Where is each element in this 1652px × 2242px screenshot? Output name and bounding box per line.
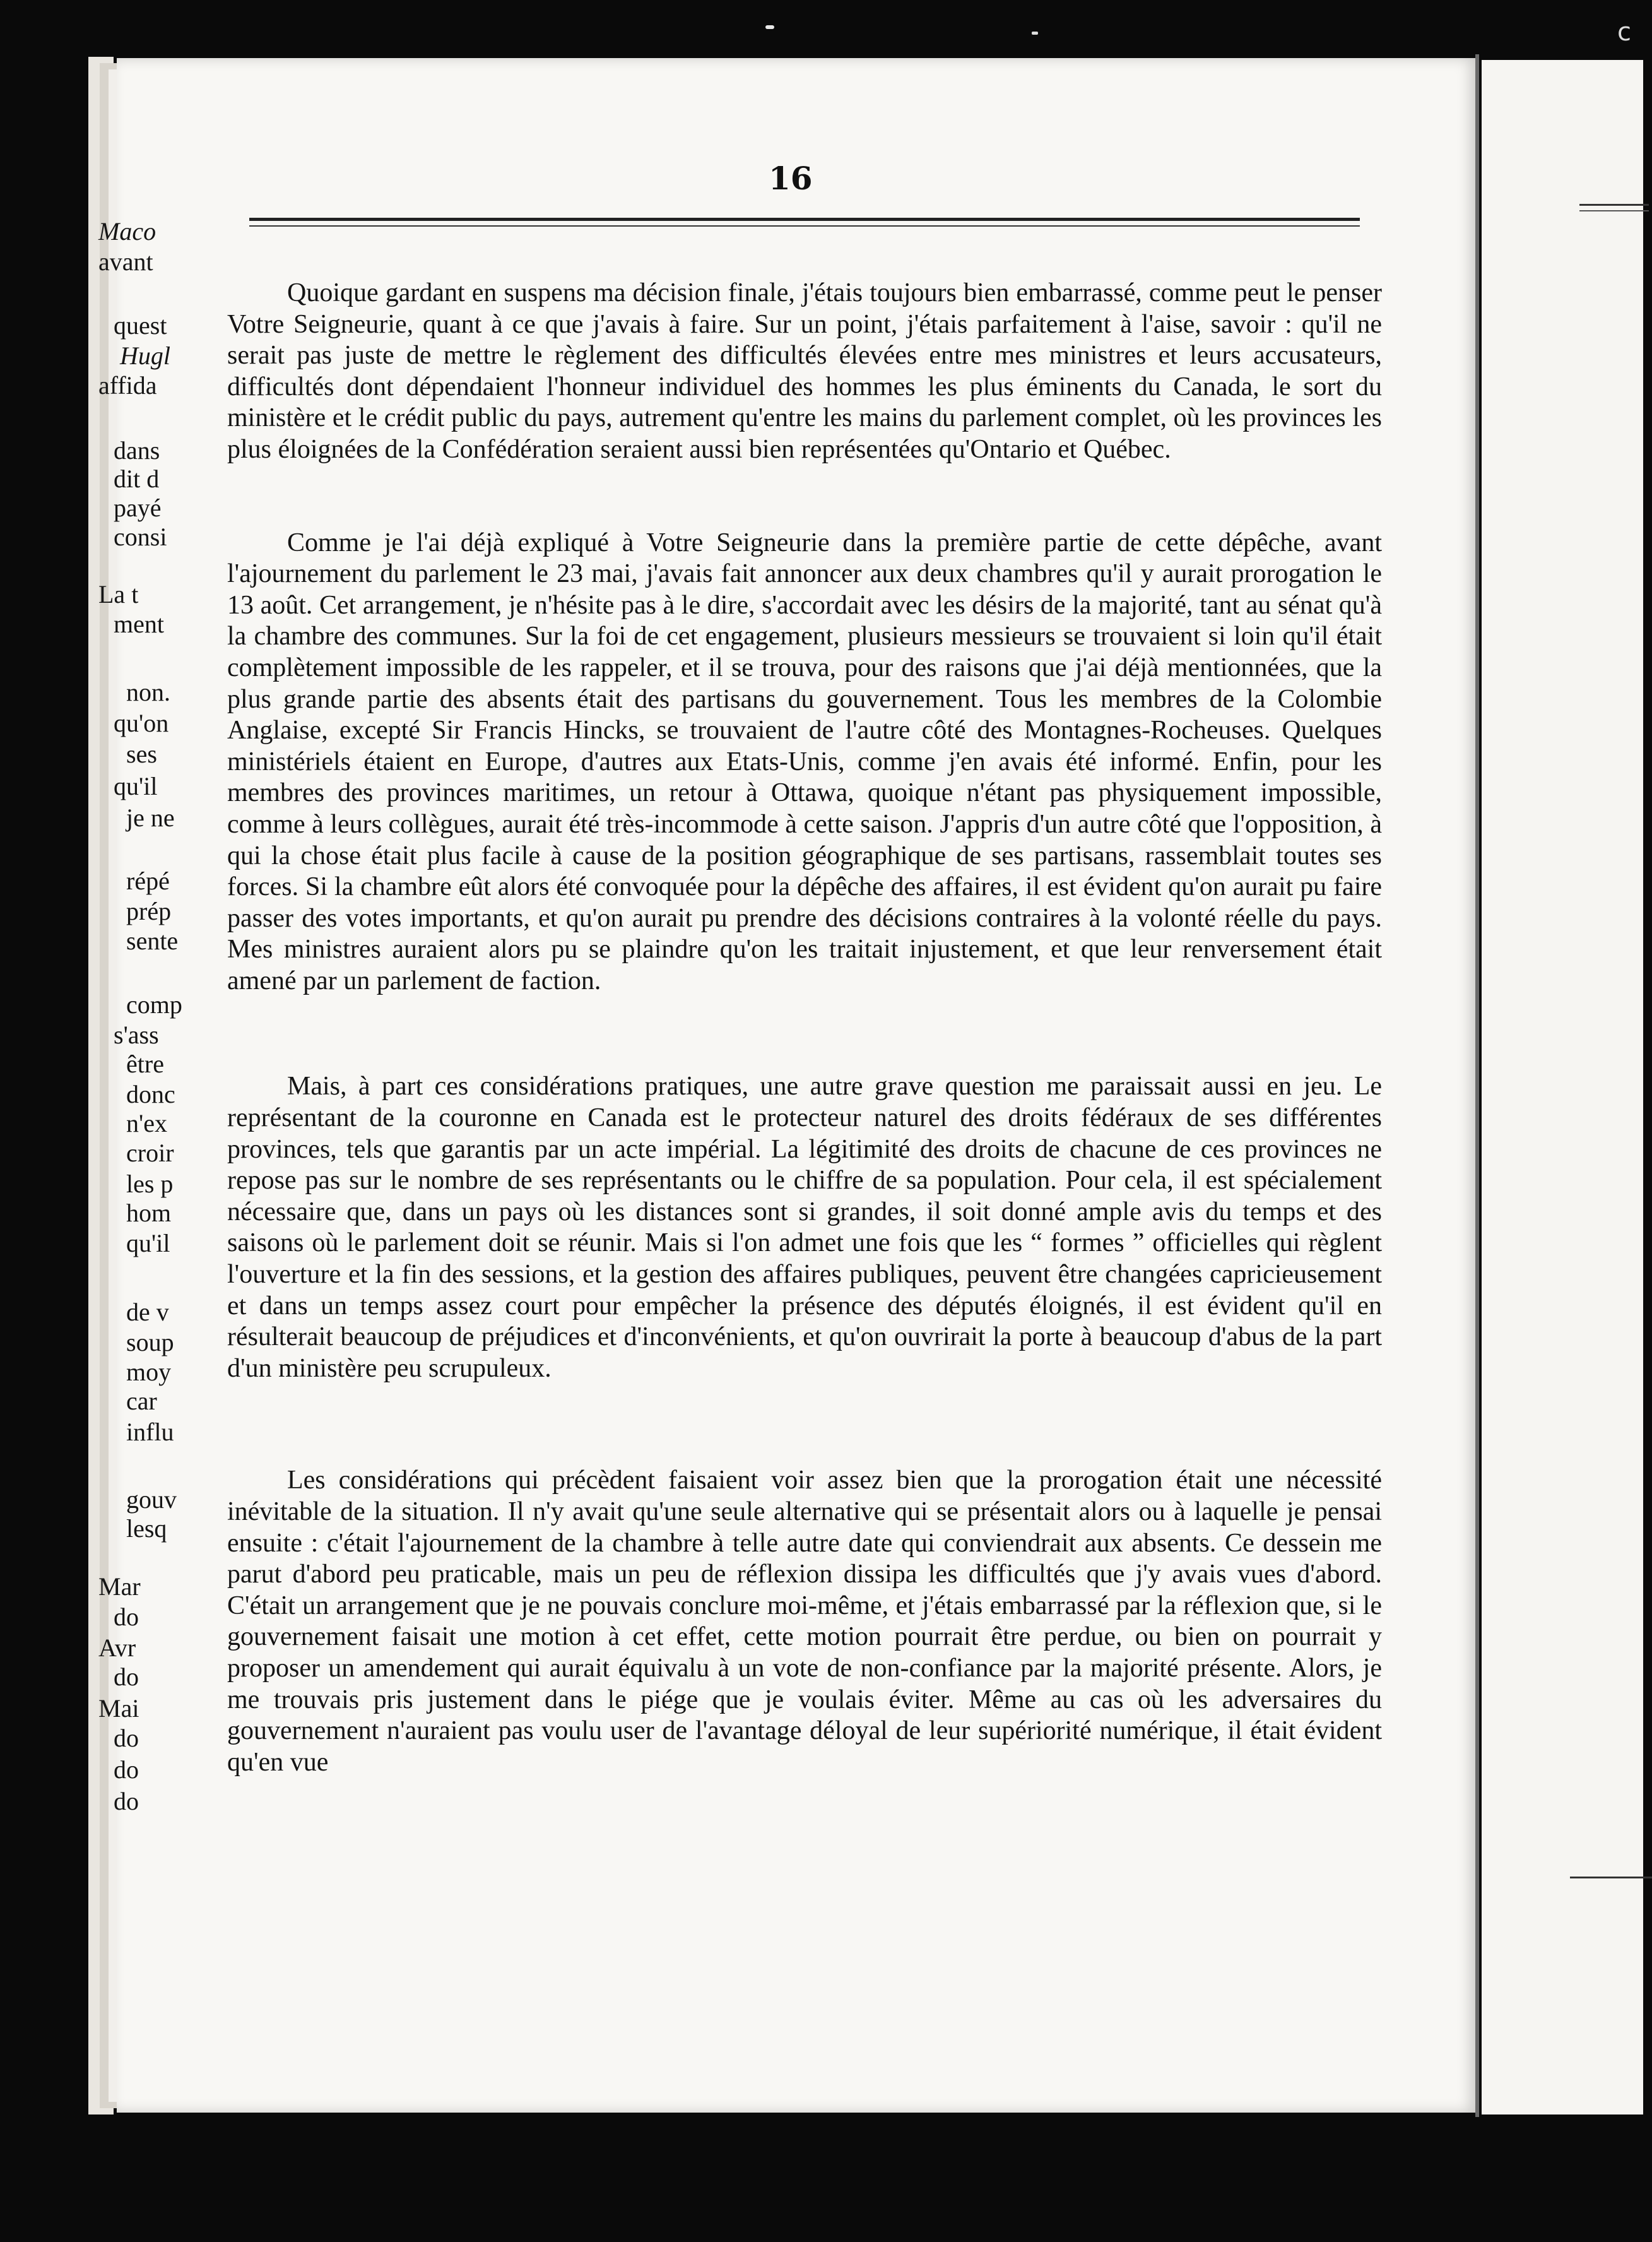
paragraph: Les considérations qui précèdent faisaient voir assez bien que la prorogation était une nécessité inévitable de la situation. Il n'y avait qu'une seule alternative qui se présentait alors ou à laquelle je pensai ensuite : c'était l'ajournement de la chambre à telle autre date qui conviendrait aux absents. Ce dessein me parut d'abord peu praticable, mais un peu de réflexion dissipa les difficultés que j'y avais vues d'abord. C'était un arrangement que je ne pouvais conclure moi-même, et j'étais embarrassé par la réflexion que, si le gouvernement faisait une motion à cet effet, cette motion pourrait être perdue, ou bien on pourrait y proposer un amendement qui aurait équivalu à un vote de non-confiance par la majorité présente. Alors, je me trouvais pris justement dans le piége que je voulais éviter. Même au cas où les adversaires du gouvernement n'auraient pas voulu user de l'avantage déloyal de leur supériorité numérique, il était évident qu'en vue	[227, 1466, 1382, 1777]
facing-page-text-fragment: ment	[114, 610, 164, 638]
facing-header-rule-thin	[1579, 210, 1649, 211]
facing-page-text-fragment: dit d	[114, 465, 160, 493]
facing-page-text-fragment: do	[114, 1787, 139, 1815]
facing-page-text-fragment: prép	[126, 897, 172, 925]
facing-page-text-fragment: qu'on	[114, 709, 169, 737]
facing-page-text-fragment: qu'il	[126, 1229, 170, 1257]
facing-page-text-fragment: Hugl	[120, 341, 170, 370]
book-spine	[1475, 54, 1479, 2117]
paragraph-gap	[227, 466, 1382, 528]
facing-page-text-fragment: les p	[126, 1170, 174, 1198]
header-rule-thin	[249, 225, 1360, 227]
facing-page-text-fragment: comp	[126, 990, 182, 1019]
facing-page-text-fragment: consi	[114, 523, 167, 551]
facing-page-text-fragment: affida	[98, 371, 157, 400]
facing-header-rule	[1579, 204, 1649, 206]
scan-speck	[1032, 32, 1038, 35]
facing-page-text-fragment: La t	[98, 580, 139, 608]
facing-page-text-fragment: do	[114, 1663, 139, 1691]
facing-page-text-fragment: lesq	[126, 1514, 167, 1543]
facing-page-text-fragment: s'ass	[114, 1021, 159, 1049]
facing-page-text-fragment: non.	[126, 678, 170, 706]
facing-page-text-fragment: de v	[126, 1298, 169, 1326]
facing-page-text-fragment: ses	[126, 740, 157, 768]
facing-page-text-fragment: Mai	[98, 1694, 139, 1723]
paragraph: Comme je l'ai déjà expliqué à Votre Seigneurie dans la première partie de cette dépêche, avant l'ajournement du parlement le 23 mai, j'avais fait annoncer aux deux chambres qu'il y aurait prorogation le 13 août. Cet arrangement, je n'hésite pas à le dire, s'accordait avec les désirs de la majorité, tant au sénat qu'à la chambre des communes. Sur la foi de cet engagement, plusieurs messieurs se trouvaient si loin qu'il était complètement impossible de les rappeler, et il se trouva, pour des raisons que j'ai déjà mentionnées, que la plus grande partie des absents était des partisans du gouvernement. Tous les membres de la Colombie Anglaise, excepté Sir Francis Hincks, se trouvaient de l'autre côté des Montagnes-Rocheuses. Quelques ministériels étaient en Europe, d'autres aux Etats-Unis, comme j'en avais été informé. Enfin, pour les membres des provinces maritimes, un retour à Ottawa, quoique n'étant pas physiquement impossible, comme à leurs collègues, aurait été très-incommode à cette saison. J'appris d'un autre côté que l'opposition, à qui la chose était plus facile à cause de la position géographique de ses partisans, rassemblait toutes ses forces. Si la chambre eût alors été convoquée pour la dépêche des affaires, il est évident qu'on aurait pu faire passer des votes importants, et qu'on aurait pu prendre des décisions contraires à la volonté réelle du pays. Mes ministres auraient alors pu se plaindre qu'on les traitait injustement, et que leur renversement était amené par un parlement de faction.	[227, 528, 1382, 995]
paragraph-gap	[227, 997, 1382, 1071]
header-rule	[249, 218, 1360, 221]
facing-page-text-fragment: car	[126, 1387, 157, 1415]
facing-page-text-fragment: croir	[126, 1139, 174, 1167]
facing-page-text-fragment: dans	[114, 436, 160, 465]
facing-page-text-fragment: soup	[126, 1328, 174, 1356]
facing-page-text-fragment: Avr	[98, 1634, 136, 1662]
facing-page-text-fragment: moy	[126, 1358, 172, 1386]
facing-page-text-fragment: influ	[126, 1418, 174, 1446]
facing-page-text-fragment: être	[126, 1050, 164, 1078]
facing-page-text-fragment: qu'il	[114, 772, 158, 800]
page-number: 16	[769, 160, 813, 197]
facing-page-text-fragment: hom	[126, 1199, 172, 1227]
facing-footer-rule	[1570, 1877, 1652, 1878]
paragraph: Mais, à part ces considérations pratiques, une autre grave question me paraissait aussi en jeu. Le représentant de la couronne en Canada est le protecteur naturel des droits fédéraux de ses différentes provinces, tels que garantis par un acte impérial. La légitimité des droits de chacune de ces provinces ne repose pas sur le nombre de ses représentants ou le chiffre de sa population. Pour cela, il est spécialement nécessaire que, dans un pays où les distances sont si grandes, il soit donné ample avis du temps et des saisons où le parlement doit se réunir. Mais si l'on admet une fois que les “ formes ” officielles qui règlent l'ouverture et la fin des sessions, et la gestion des affaires publiques, peuvent être changées capricieusement et dans un temps assez court pour empêcher la présence des députés éloignés, il est évident qu'il en résulterait beaucoup de préjudices et d'inconvénients, et qu'on ouvrirait la porte à beaucoup d'abus de la part d'un ministère peu scrupuleux.	[227, 1072, 1382, 1383]
facing-page-text-fragment: gouv	[126, 1485, 177, 1514]
paragraph-gap	[227, 1384, 1382, 1465]
facing-page-text-fragment: répé	[126, 867, 170, 895]
facing-page-text-fragment: sente	[126, 927, 179, 955]
facing-page-text-fragment: je ne	[126, 804, 175, 832]
scan-speck	[765, 25, 774, 29]
facing-page-text-fragment: n'ex	[126, 1109, 167, 1137]
facing-page-text-fragment: payé	[114, 494, 162, 522]
facing-page-text-fragment: do	[114, 1603, 139, 1631]
scan-corner-mark: c	[1617, 18, 1631, 47]
facing-page-text-fragment: quest	[114, 311, 167, 340]
facing-page-text-fragment: do	[114, 1755, 139, 1784]
paragraph: Quoique gardant en suspens ma décision finale, j'étais toujours bien embarrassé, comme peut le penser Votre Seigneurie, quant à ce que j'avais à faire. Sur un point, j'étais parfaitement à l'aise, savoir : qu'il ne serait pas juste de mettre le règlement des difficultés élevées entre mes ministres et leurs accusateurs, difficultés dont dépendaient l'honneur individuel des hommes les plus éminents du Canada, le sort du ministère et le crédit public du pays, autrement qu'entre les mains du parlement complet, où les provinces les plus éloignées de la Confédération seraient aussi bien représentées qu'Ontario et Québec.	[227, 278, 1382, 464]
facing-page-text-fragment: Mar	[98, 1572, 141, 1601]
facing-page-text-fragment: Maco	[98, 217, 156, 246]
facing-page-text-fragment: avant	[98, 247, 153, 276]
facing-page-text-fragment: donc	[126, 1080, 175, 1108]
facing-page-text-fragment: do	[114, 1724, 139, 1752]
body-text	[227, 278, 1382, 1778]
